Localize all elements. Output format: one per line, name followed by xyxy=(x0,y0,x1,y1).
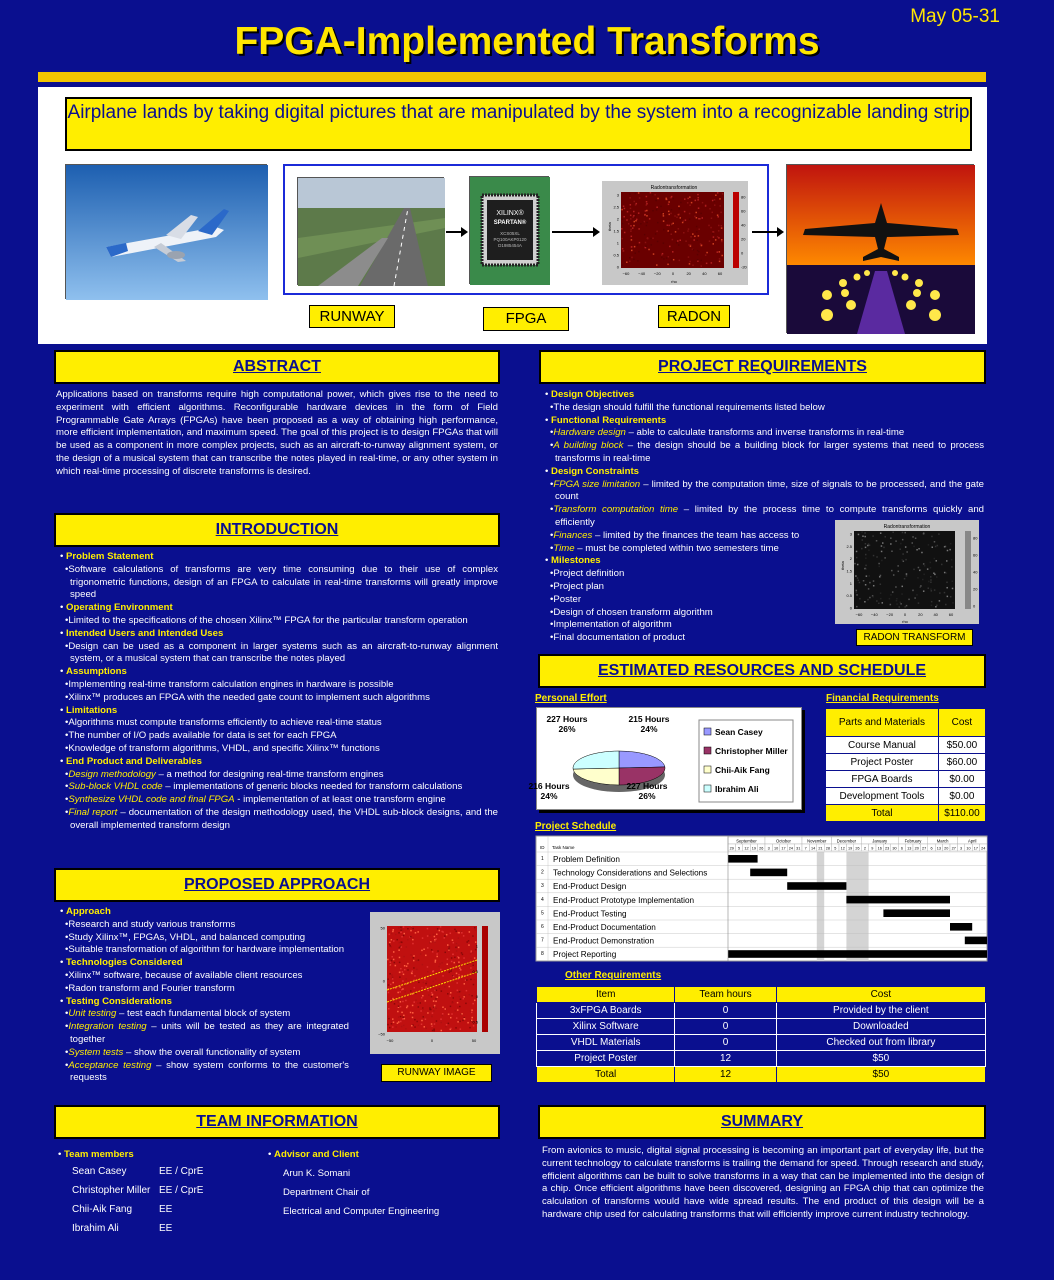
gantt-month-label: March xyxy=(936,838,949,844)
gantt-day-label: 14 xyxy=(810,846,816,851)
gantt-day-label: 10 xyxy=(773,846,779,851)
fin-row: FPGA Boards $0.00 xyxy=(826,771,986,788)
gantt-bar xyxy=(950,923,972,931)
team-member-row: Sean Casey EE / CprE xyxy=(72,1166,204,1177)
gantt-task-id: 3 xyxy=(541,883,544,890)
gantt-day-label: 2 xyxy=(863,846,866,851)
tick-label: 0 xyxy=(382,978,385,984)
gantt-bar xyxy=(750,869,787,877)
tick-label: 50 xyxy=(380,925,385,931)
pie-data-label: 24% xyxy=(640,724,658,734)
tick-label: −20 xyxy=(886,612,894,617)
intro-item: •Design can be used as a component in larger systems such as an aircraft-to-runway alignment system, or a musical system that can transcribe the notes played xyxy=(65,640,498,665)
tick-label: −40 xyxy=(870,612,878,617)
intro-users-heading: Intended Users and Intended Uses xyxy=(66,627,224,639)
intro-item: •Final report – documentation of the design methodology used, the VHDL sub-block designs, and the overall implemented transform design xyxy=(65,806,498,831)
approach-item: •Suitable transformation of algorithm for hardware implementation xyxy=(65,944,345,956)
gantt-task-id: 1 xyxy=(541,856,544,862)
team-member-row: Christopher Miller EE / CprE xyxy=(72,1185,204,1196)
gantt-bar xyxy=(787,882,846,890)
gantt-task-name: Technology Considerations and Selections xyxy=(553,868,708,878)
gantt-task-id: 7 xyxy=(541,937,544,944)
tick-label: 0 xyxy=(616,264,619,270)
fpga-chip-photo xyxy=(469,176,549,284)
tick-label: 40 xyxy=(933,612,938,617)
project-schedule-link[interactable]: Project Schedule xyxy=(535,821,617,832)
gantt-day-label: 21 xyxy=(818,846,823,851)
tick-label: 40 xyxy=(702,271,707,276)
gantt-day-label: 26 xyxy=(855,846,860,851)
tick-label: 60 xyxy=(973,552,978,558)
req-item: •Project definition xyxy=(550,568,625,580)
approach-heading: PROPOSED APPROACH xyxy=(54,868,500,902)
intro-item: •Algorithms must compute transforms efficiently to achieve real-time status xyxy=(65,717,382,729)
gantt-task-name: End-Product Testing xyxy=(553,909,627,919)
gantt-day-label: 29 xyxy=(729,846,734,851)
gantt-day-label: 24 xyxy=(981,846,986,851)
req-item: •Final documentation of product xyxy=(550,632,686,644)
gantt-month-label: February xyxy=(904,838,922,844)
financial-table xyxy=(825,708,986,822)
abstract-heading: ABSTRACT xyxy=(54,350,500,384)
chip-brand: XILINX® xyxy=(496,210,524,217)
gantt-day-label: 23 xyxy=(884,846,890,851)
team-member-row: Ibrahim Ali EE xyxy=(72,1223,173,1234)
tick-label: -20 xyxy=(741,264,747,270)
radon-plot-top xyxy=(602,181,748,285)
team-members-table xyxy=(72,1162,203,1238)
gantt-day-label: 6 xyxy=(900,846,903,851)
tick-label: 50 xyxy=(471,1038,477,1043)
pie-legend-label: Ibrahim Ali xyxy=(715,784,759,794)
abstract-text: Applications based on transforms require high computational power, which gives rise to the need to experiment with efficient algorithms. Reconfigurable hardware devices in the form of Field Programmable Gate Arrays (FPGAs) have been proposed as a way of obtaining high performance, more efficient implementation, and maximum speed. The goal of this project is to design FPGAs that will be used as a component in more complex projects, such as an aircraft-to-runway alignment system, or the design of a musical system that can transcribe the notes played in real-time, or any other system in which real-time processing of discrete transforms is desired. xyxy=(56,389,498,477)
gantt-day-label: 5 xyxy=(834,846,837,851)
tick-label: 80 xyxy=(741,194,746,200)
gantt-task-name: End-Product Design xyxy=(553,882,627,892)
req-item: •Time – must be completed within two semesters time xyxy=(550,542,779,554)
pie-data-label: 215 Hours xyxy=(628,714,670,724)
req-item: •Finances – limited by the finances the team has access to xyxy=(550,529,800,541)
tick-label: −50 xyxy=(386,1038,394,1043)
advisor-name: Arun K. Somani xyxy=(283,1168,351,1179)
gantt-month-label: September xyxy=(736,838,757,844)
req-item: •Design of chosen transform algorithm xyxy=(550,606,713,618)
req-item: • Functional Requirements xyxy=(545,414,667,426)
intro-item: •The number of I/O pads available for data is set for each FPGA xyxy=(65,730,337,742)
tick-label: 1.5 xyxy=(613,228,619,234)
gantt-bar xyxy=(883,909,950,917)
pie-legend-swatch xyxy=(704,766,711,773)
other-row: Project Poster 12 $50 xyxy=(537,1051,986,1067)
financial-requirements-link[interactable]: Financial Requirements xyxy=(826,693,939,704)
approach-item: •Integration testing – units will be tested as they are integrated together xyxy=(65,1021,349,1045)
gantt-day-label: 12 xyxy=(840,846,845,851)
chip-part: XCS05XL xyxy=(500,231,520,236)
tick-label: 20 xyxy=(686,271,691,276)
req-item: • Design Objectives xyxy=(545,389,635,400)
advisor-title: Department Chair of xyxy=(283,1187,370,1198)
pie-slice xyxy=(573,751,619,769)
flow-arrow-3 xyxy=(752,231,782,233)
tick-label: 0.5 xyxy=(846,593,852,599)
intro-item: • End Product and Deliverables xyxy=(60,755,202,767)
gantt-day-label: 17 xyxy=(781,846,786,851)
other-row: Xilinx Software 0 Downloaded xyxy=(537,1019,986,1035)
tick-label: 3 xyxy=(616,192,619,198)
tick-label: 2.5 xyxy=(613,204,619,210)
gantt-day-label: 27 xyxy=(921,846,927,851)
req-item: •FPGA size limitation – limited by the computation time, size of signals to be processed, and the gate count xyxy=(550,478,984,503)
gantt-month-label: October xyxy=(776,838,791,844)
flow-arrow-1 xyxy=(446,231,466,233)
intro-item: •Design methodology – a method for designing real-time transform engines xyxy=(65,768,384,780)
intro-deliverables-heading: End Product and Deliverables xyxy=(66,755,202,767)
gantt-task-name: Problem Definition xyxy=(553,855,620,864)
fin-total-row: Total $110.00 xyxy=(826,805,986,822)
tick-label: 60 xyxy=(741,208,746,214)
chip-package: PQ100AKP0120 xyxy=(493,237,527,242)
tick-label: 0 xyxy=(849,605,852,611)
intro-problem-heading: Problem Statement xyxy=(66,551,154,562)
pie-data-label: 26% xyxy=(558,724,576,734)
tick-label: 0 xyxy=(741,250,744,256)
gantt-day-label: 27 xyxy=(951,846,956,851)
tick-label: −20 xyxy=(653,271,661,276)
gantt-day-label: 26 xyxy=(759,846,764,851)
summary-text: From avionics to music, digital signal processing is becoming an important part of everyday life, but the current technology to calculate transforms is trailing the demand for speed. Through research and study, efficient algorithms can be built to solve transforms in a way that can be implemented into the design of a chip. Once efficient algorithms have been discovered, designing an FPGA chip that can optimize the calculation of transforms would have wide spread results. The end product of this design will be a hardware chip used for calculating transforms that will efficiently improve current industry technology. xyxy=(542,1145,984,1220)
project-schedule-gantt xyxy=(536,836,987,961)
tick-label: 2 xyxy=(616,216,619,222)
tick-label: 1.5 xyxy=(846,568,852,574)
gantt-day-label: 5 xyxy=(738,846,741,851)
fin-row: Course Manual $50.00 xyxy=(826,737,986,754)
pie-data-label: 26% xyxy=(638,791,656,801)
runway-image-plot xyxy=(370,912,500,1054)
pie-legend-swatch xyxy=(704,747,711,754)
tick-label: 3 xyxy=(849,531,852,537)
summary-heading: SUMMARY xyxy=(538,1105,986,1139)
personal-effort-chart xyxy=(528,707,802,810)
other-row: 3xFPGA Boards 0 Provided by the client xyxy=(537,1003,986,1019)
pie-legend-label: Sean Casey xyxy=(715,727,763,737)
gantt-id-head: ID xyxy=(540,845,545,850)
intro-item: • Assumptions xyxy=(60,666,127,678)
fin-head: Cost xyxy=(938,709,985,737)
gantt-day-label: 3 xyxy=(960,846,963,851)
airplane-photo xyxy=(65,164,267,299)
gantt-day-label: 16 xyxy=(877,846,882,851)
tick-label: 1 xyxy=(849,580,852,586)
resources-heading: ESTIMATED RESOURCES AND SCHEDULE xyxy=(538,654,986,688)
intro-item: • Problem Statement xyxy=(60,551,154,562)
req-item: •Transform computation time – limited by the process time to compute transforms quickly and efficiently xyxy=(550,504,984,528)
gantt-task-name: End-Product Documentation xyxy=(553,923,656,932)
gantt-task-id: 8 xyxy=(541,951,544,958)
tick-label: 40 xyxy=(741,222,746,228)
radon-req-ylabel: theta xyxy=(840,561,845,570)
intro-env-heading: Operating Environment xyxy=(66,602,173,614)
req-item: • Milestones xyxy=(545,555,601,567)
fin-row: Development Tools $0.00 xyxy=(826,788,986,805)
tick-label: 0 xyxy=(671,271,675,276)
other-row: VHDL Materials 0 Checked out from library xyxy=(537,1035,986,1051)
intro-item: •Synthesize VHDL code and final FPGA - implementation of at least one transform engine xyxy=(65,794,446,806)
gantt-bar xyxy=(728,950,987,958)
intro-item: • Intended Users and Intended Uses xyxy=(60,627,224,639)
tick-label: 20 xyxy=(918,612,923,617)
approach-item: •System tests – show the overall functionality of system xyxy=(65,1046,301,1058)
req-item: •Implementation of algorithm xyxy=(550,619,672,631)
gantt-task-name: Project Reporting xyxy=(553,950,617,960)
gantt-day-label: 7 xyxy=(804,846,807,851)
gantt-day-label: 10 xyxy=(966,846,971,851)
tick-label: −60 xyxy=(855,612,863,617)
team-member-row: Chii-Aik Fang EE xyxy=(72,1204,173,1215)
tick-label: 2 xyxy=(849,556,852,562)
tick-label: 0 xyxy=(903,612,907,617)
other-requirements-table: Item Team hours Cost 3xFPGA Boards 0 Provided by the client Xilinx Software 0 Downloaded VHDL Materials 0 Checked out from library Project Poster 12 $50 Total 12 $50 xyxy=(536,986,986,1083)
gantt-day-label: 12 xyxy=(744,846,749,851)
tick-label: 20 xyxy=(973,586,978,592)
tick-label: 40 xyxy=(973,569,978,575)
intro-item: • Operating Environment xyxy=(60,602,173,614)
gantt-task-name: End-Product Demonstration xyxy=(553,936,655,946)
advisor-label: • Advisor and Client xyxy=(268,1149,359,1160)
approach-item: •Xilinx™ software, because of available client resources xyxy=(65,969,303,981)
other-requirements-link[interactable]: Other Requirements xyxy=(565,970,662,981)
gantt-day-label: 9 xyxy=(871,846,874,851)
gantt-month-label: April xyxy=(968,838,977,844)
tick-label: −50 xyxy=(378,1031,385,1037)
flow-arrow-2 xyxy=(552,231,598,233)
req-item: •The design should fulfill the functional requirements listed below xyxy=(550,401,825,413)
approach-item: •Research and study various transforms xyxy=(65,918,236,930)
gantt-month-label: January xyxy=(872,838,888,844)
tick-label: 0 xyxy=(475,994,478,1000)
gantt-bar xyxy=(846,896,950,904)
tick-label: −40 xyxy=(638,271,646,276)
approach-item: • Approach xyxy=(60,906,111,917)
gantt-day-label: 17 xyxy=(973,846,979,851)
approach-item: • Technologies Considered xyxy=(60,957,183,969)
gantt-day-label: 19 xyxy=(751,846,757,851)
personal-effort-link[interactable]: Personal Effort xyxy=(535,693,607,704)
landing-approach-photo xyxy=(786,164,974,333)
pie-legend-label: Chii-Aik Fang xyxy=(715,765,770,775)
pie-slice xyxy=(619,751,665,768)
overview-banner: Airplane lands by taking digital pictures that are manipulated by the system into a recognizable landing strip xyxy=(65,97,972,151)
intro-limitations-heading: Limitations xyxy=(66,704,118,716)
title-divider xyxy=(38,72,986,82)
gantt-bar xyxy=(728,855,758,863)
approach-list xyxy=(56,906,349,1085)
introduction-heading: INTRODUCTION xyxy=(54,513,500,547)
radon-top-title: Radontransformation xyxy=(650,185,698,191)
radon-req-xlabel: rho xyxy=(902,619,908,624)
radon-transform-label: RADON TRANSFORM xyxy=(856,629,973,646)
gantt-day-label: 6 xyxy=(930,846,933,851)
fpga-label: FPGA xyxy=(483,307,569,331)
tick-label: 60 xyxy=(717,271,723,276)
gantt-day-label: 19 xyxy=(847,846,853,851)
gantt-task-id: 5 xyxy=(541,910,544,917)
radon-top-xlabel: rho xyxy=(671,279,677,284)
pie-data-label: 24% xyxy=(540,791,558,801)
runway-image-label: RUNWAY IMAGE xyxy=(381,1064,492,1082)
tick-label: 1 xyxy=(616,240,619,246)
tick-label: 2.5 xyxy=(846,543,852,549)
gantt-task-id: 6 xyxy=(541,924,544,930)
gantt-day-label: 24 xyxy=(788,846,794,851)
runway-photo xyxy=(297,177,444,285)
chip-family: SPARTAN® xyxy=(493,220,527,226)
req-item: •Project plan xyxy=(550,580,605,592)
gantt-day-label: 30 xyxy=(892,846,897,851)
gantt-month-label: December xyxy=(836,838,857,844)
runway-label: RUNWAY xyxy=(309,305,395,328)
tick-label: 0 xyxy=(973,603,976,609)
intro-assumptions-heading: Assumptions xyxy=(66,666,127,678)
poster-title: FPGA-Implemented Transforms xyxy=(234,20,820,63)
intro-item: •Software calculations of transforms are very time consuming due to their use of complex trigonometric functions, design of an FPGA to calculate in real-time transforms will greatly improve speed xyxy=(65,563,498,601)
other-total-row: Total 12 $50 xyxy=(537,1067,986,1083)
fin-row: Project Poster $60.00 xyxy=(826,754,986,771)
approach-item: •Acceptance testing – show system conforms to the customer's requests xyxy=(65,1059,349,1084)
req-item: •Poster xyxy=(550,593,582,605)
fin-head: Parts and Materials xyxy=(826,709,939,737)
intro-item: • Limitations xyxy=(60,704,118,716)
approach-item: •Radon transform and Fourier transform xyxy=(65,982,235,994)
advisor-department: Electrical and Computer Engineering xyxy=(283,1206,440,1217)
chip-lot: D1985454A xyxy=(498,243,522,248)
tick-label: 0.5 xyxy=(472,968,478,974)
team-members-label: • Team members xyxy=(58,1149,134,1160)
gantt-month-label: November xyxy=(807,838,827,844)
pie-legend-swatch xyxy=(704,728,711,735)
tick-label: 0 xyxy=(430,1038,434,1043)
intro-item: •Implementing real-time transform calculation engines in hardware is possible xyxy=(65,678,394,690)
tick-label: 20 xyxy=(741,236,746,242)
tick-label: −60 xyxy=(622,271,630,276)
approach-item: • Testing Considerations xyxy=(60,995,172,1007)
tick-label: 1 xyxy=(475,943,478,949)
gantt-day-label: 20 xyxy=(914,846,919,851)
poster-date: May 05-31 xyxy=(910,6,1000,27)
gantt-day-label: 3 xyxy=(767,846,770,851)
radon-top-ylabel: theta xyxy=(607,222,612,231)
intro-item: •Knowledge of transform algorithms, VHDL, and specific Xilinx™ functions xyxy=(65,742,380,754)
req-item: •A building block – the design should be a building block for larger systems that need to process transforms in real-time xyxy=(550,440,985,464)
req-item: •Hardware design – able to calculate transforms and inverse transforms in real-time xyxy=(550,427,905,439)
intro-item: •Sub-block VHDL code – implementations of generic blocks needed for transform calculations xyxy=(65,781,463,793)
gantt-day-label: 28 xyxy=(825,846,831,851)
pie-legend-label: Christopher Miller xyxy=(715,746,788,756)
intro-item: •Limited to the specifications of the chosen Xilinx™ FPGA for the particular transform operation xyxy=(65,614,468,626)
tick-label: 60 xyxy=(948,612,954,617)
approach-item: •Study Xilinx™, FPGAs, VHDL, and balanced computing xyxy=(65,931,306,943)
pie-data-label: 227 Hours xyxy=(626,781,668,791)
gantt-day-label: 13 xyxy=(907,846,912,851)
gantt-day-label: 20 xyxy=(944,846,949,851)
gantt-bar xyxy=(965,937,987,945)
gantt-day-label: 31 xyxy=(796,846,801,851)
intro-item: •Xilinx™ produces an FPGA with the needed gate count to implement such algorithms xyxy=(65,691,430,703)
introduction-list xyxy=(56,551,498,833)
pie-legend-swatch xyxy=(704,785,711,792)
gantt-name-head: Task Name xyxy=(552,845,575,850)
req-item: • Design Constraints xyxy=(545,465,639,477)
requirements-heading: PROJECT REQUIREMENTS xyxy=(539,350,986,384)
team-heading: TEAM INFORMATION xyxy=(54,1105,500,1139)
tick-label: 80 xyxy=(973,535,978,541)
approach-item: •Unit testing – test each fundamental block of system xyxy=(65,1008,291,1020)
radon-plot-requirements xyxy=(835,520,979,624)
tick-label: 0.5 xyxy=(472,1019,478,1025)
radon-label: RADON xyxy=(658,305,730,328)
radon-req-title: Radontransformation xyxy=(883,524,931,530)
pie-data-label: 216 Hours xyxy=(528,781,570,791)
gantt-task-name: End-Product Prototype Implementation xyxy=(553,895,695,905)
gantt-task-id: 2 xyxy=(541,869,544,876)
gantt-task-id: 4 xyxy=(541,896,544,903)
pie-data-label: 227 Hours xyxy=(546,714,588,724)
gantt-day-label: 13 xyxy=(936,846,942,851)
tick-label: 0.5 xyxy=(613,252,619,258)
